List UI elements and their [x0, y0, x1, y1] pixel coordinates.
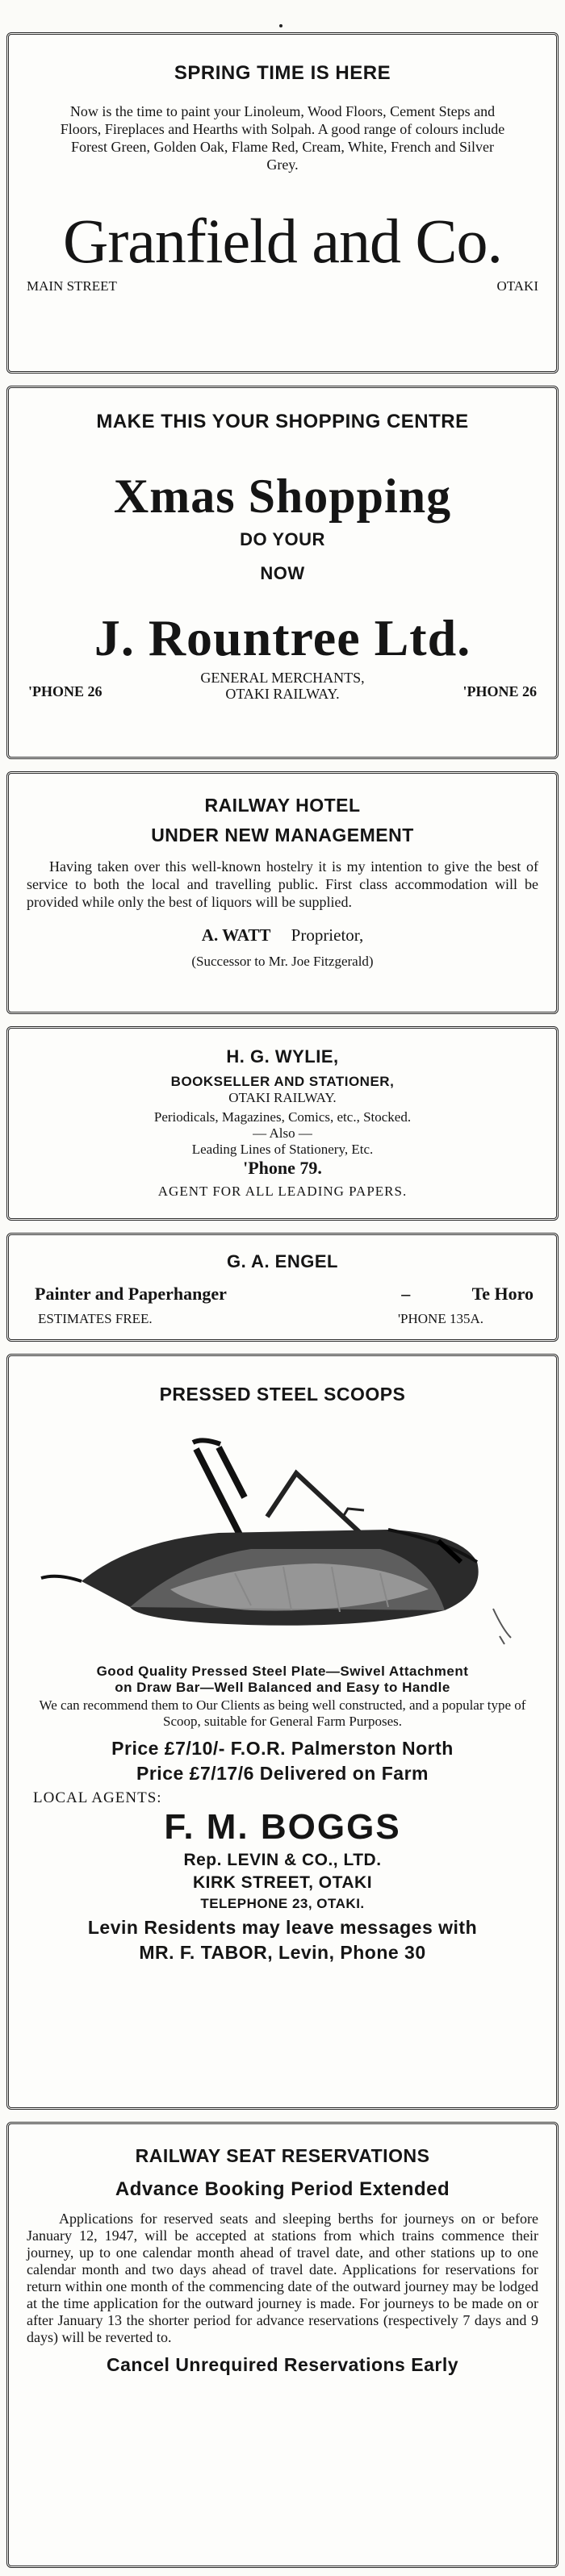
proprietor-title: Proprietor, [291, 925, 364, 945]
telephone-line: TELEPHONE 23, OTAKI. [200, 1896, 365, 1911]
separator-dash: – [401, 1284, 411, 1304]
granfield-advertisement [6, 32, 559, 374]
reservations-advertisement [6, 2122, 559, 2568]
phone: 'Phone 79. [243, 1158, 322, 1178]
town: OTAKI [496, 278, 538, 294]
agents-label: LOCAL AGENTS: [33, 1789, 162, 1806]
scoops-advertisement [6, 1354, 559, 2110]
scoop-illustration [9, 1420, 556, 1662]
heading-line-1: RAILWAY HOTEL [204, 795, 361, 816]
price-line-2: Price £7/17/6 Delivered on Farm [136, 1763, 429, 1784]
ad-heading: PRESSED STEEL SCOOPS [159, 1384, 406, 1405]
estimates-note: ESTIMATES FREE. [38, 1311, 153, 1326]
business-name: G. A. ENGEL [227, 1251, 338, 1271]
levin-line-2: MR. F. TABOR, Levin, Phone 30 [139, 1942, 426, 1963]
ad-body: Now is the time to paint your Linoleum, Wood Floors, Cement Steps and Floors, Fireplaces and Hearths with Solpah. A good range of colours include Forest Green, Golden Oak, Flame Red, Cream, White, French and Silver Grey. [60, 103, 505, 173]
successor-note: (Successor to Mr. Joe Fitzgerald) [191, 954, 374, 969]
footer-line: Cancel Unrequired Reservations Early [107, 2354, 458, 2375]
merchants-line-2: OTAKI RAILWAY. [225, 686, 340, 702]
street-address: MAIN STREET [27, 278, 117, 294]
price-line-1: Price £7/10/- F.O.R. Palmerston North [111, 1738, 454, 1759]
tagline: MAKE THIS YOUR SHOPPING CENTRE [96, 411, 469, 432]
railway-hotel-advertisement [6, 771, 559, 1014]
ad-heading: SPRING TIME IS HERE [174, 62, 391, 84]
ad-heading: RAILWAY SEAT RESERVATIONS [135, 2145, 430, 2166]
business-name: H. G. WYLIE, [226, 1046, 339, 1067]
agent-name: F. M. BOGGS [164, 1807, 401, 1847]
phone-right: 'PHONE 26 [462, 683, 537, 699]
merchants-line-1: GENERAL MERCHANTS, [200, 670, 365, 686]
business-location: OTAKI RAILWAY. [228, 1090, 337, 1105]
phone: 'PHONE 135A. [397, 1311, 483, 1326]
ad-body: Having taken over this well-known hostelry it is my intention to give the best of service to both the local and travelling public. First class accommodation will be provided while only the best of liquors will be supplied. [27, 858, 538, 910]
wylie-advertisement [6, 1026, 559, 1221]
ad-body: Applications for reserved seats and sleeping berths for journeys on or before January 12, 1947, will be accepted at stations from which trains commence their journey, up to one calendar month ahead of travel date, and other stations up to one calendar month and two days ahead of travel date. Applications for reservations for return within one month of the commencing date of the outward journey may be lodged at the time application for the outward journey is made. For journeys to be made on or after January 13 the shorter period for advance reservations (respectively 7 days and 9 days) will be reverted to. [27, 2211, 538, 2345]
subline-1: DO YOUR [240, 529, 325, 549]
stock-line: Periodicals, Magazines, Comics, etc., Stocked. [153, 1109, 412, 1125]
agent-line: AGENT FOR ALL LEADING PAPERS. [157, 1184, 408, 1199]
levin-line-1: Levin Residents may leave messages with [87, 1917, 478, 1938]
business-trade: BOOKSELLER AND STATIONER, [170, 1074, 395, 1089]
print-speck [279, 24, 282, 27]
phone-left: 'PHONE 26 [28, 683, 103, 699]
proprietor-name: A. WATT [201, 925, 271, 945]
ad-subheading: Advance Booking Period Extended [115, 2178, 450, 2200]
feature-line-1: Good Quality Pressed Steel Plate—Swivel Attachment [96, 1664, 469, 1679]
heading-line-2: UNDER NEW MANAGEMENT [151, 825, 414, 845]
rountree-advertisement [6, 386, 559, 759]
street-line: KIRK STREET, OTAKI [192, 1873, 373, 1892]
business-trade: Painter and Paperhanger [35, 1284, 227, 1304]
rep-line: Rep. LEVIN & CO., LTD. [183, 1851, 382, 1869]
company-name: J. Rountree Ltd. [94, 609, 471, 666]
headline: Xmas Shopping [113, 470, 452, 523]
engel-advertisement [6, 1233, 559, 1342]
also-line: — Also — [253, 1125, 312, 1141]
company-name: Granfield and Co. [62, 206, 502, 276]
stationery-line: Leading Lines of Stationery, Etc. [191, 1142, 374, 1157]
feature-line-2: on Draw Bar—Well Balanced and Easy to Handle [115, 1680, 450, 1695]
ad-body: We can recommend them to Our Clients as being well constructed, and a popular type of Scoop, suitable for General Farm Purposes. [39, 1697, 526, 1729]
business-place: Te Horo [471, 1284, 534, 1304]
subline-2: NOW [260, 563, 305, 583]
